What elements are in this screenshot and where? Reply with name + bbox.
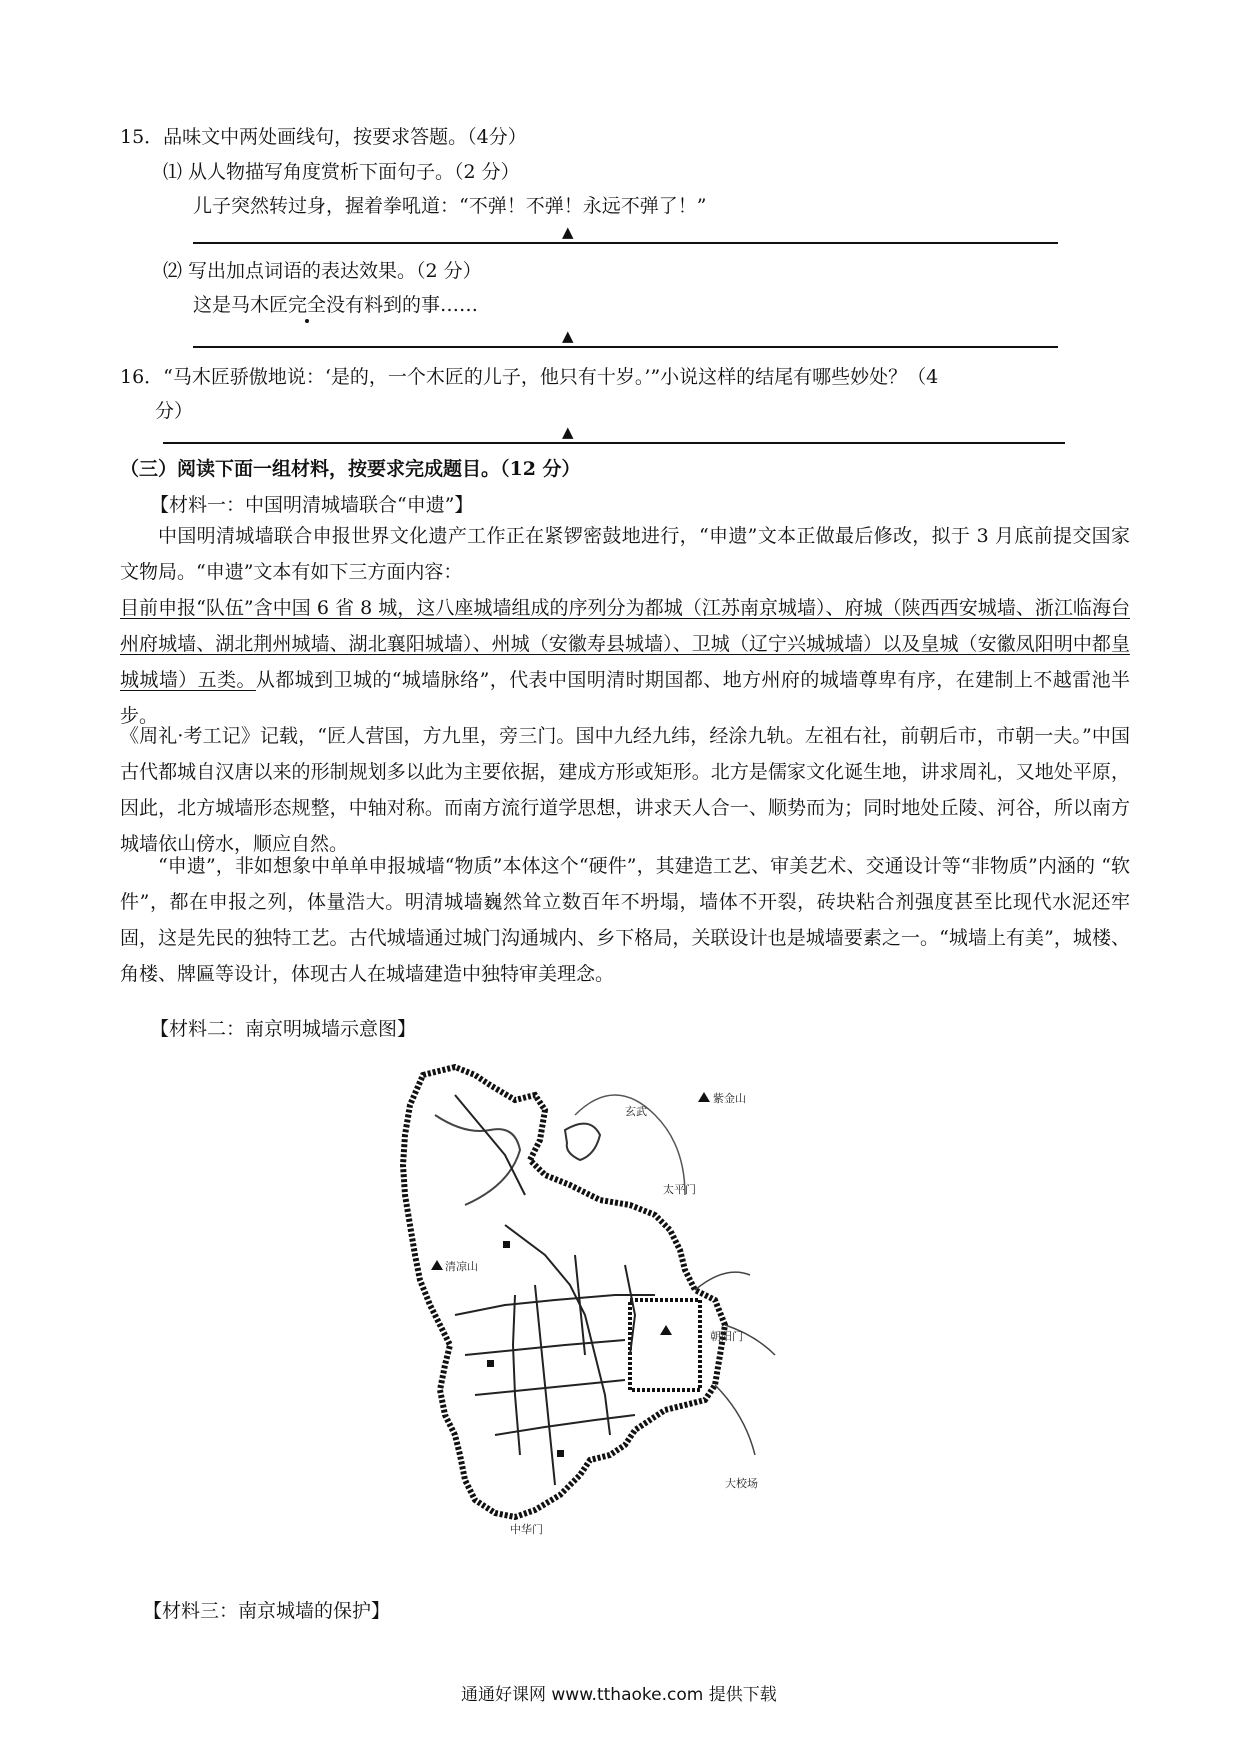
material2-title: 【材料二：南京明城墙示意图】 — [150, 1018, 417, 1040]
paragraph-rest: 从都城到卫城的“城墙脉络”，代表中国明清时期国都、地方州府的城墙尊卑有序，在建制上不越雷池半步。 — [120, 669, 1130, 727]
palace-wall — [630, 1300, 700, 1390]
footer: 通通好课网 www.tthaoke.com 提供下载 — [461, 1685, 777, 1705]
map-label: 朝阳门 — [710, 1330, 743, 1343]
map-caption: 南京明城墙示意图 — [405, 1567, 413, 1568]
material3-title: 【材料三：南京城墙的保护】 — [143, 1600, 391, 1622]
map-label: 紫金山 — [713, 1092, 746, 1105]
river — [695, 1272, 775, 1455]
map-label: 玄武 — [625, 1105, 647, 1118]
q15-sub2-quote — [193, 290, 478, 317]
map-label: 太平门 — [663, 1183, 696, 1196]
map-labels — [445, 1091, 758, 1536]
q15-stem: 15．品味文中两处画线句，按要求答题。（4分） — [120, 126, 527, 148]
dotted-word: 完全 — [288, 294, 327, 316]
q15-sub2-prompt: ⑵ 写出加点词语的表达效果。（2 分） — [163, 260, 482, 282]
map-markers — [431, 1092, 710, 1457]
answer-line — [193, 242, 1058, 244]
underlined-sentence: 目前申报“队伍”含中国 6 省 8 城，这八座城墙组成的序列分为都城（江苏南京城墙）、府城（陕西西安城墙、浙江临海台州府城墙、湖北荆州城墙、湖北襄阳城墙）、州城（安徽寿县城墙）、卫城（辽宁兴城城墙）以及皇城（安徽凤阳明中都皇城城墙）五类。 — [120, 597, 1130, 691]
map-label: 清凉山 — [445, 1260, 478, 1273]
map-label: 中华门 — [510, 1523, 543, 1536]
city-wall-outline — [403, 1067, 725, 1517]
q16-line1: 16．“马木匠骄傲地说：‘是的，一个木匠的儿子，他只有十岁。’”小说这样的结尾有哪些妙处？（4 — [120, 366, 939, 388]
lake — [565, 1124, 600, 1160]
answer-marker-icon: ▲ — [562, 223, 574, 241]
q15-sub1-prompt: ⑴ 从人物描写角度赏析下面句子。（2 分） — [163, 161, 520, 183]
material1-p4: “申遗”，非如想象中单单申报城墙“物质”本体这个“硬件”，其建造工艺、审美艺术、交通设计等“非物质”内涵的 “软件”，都在申报之列，体量浩大。明清城墙巍然耸立数百年不坍塌，墙体不开裂，砖块粘合剂强度甚至比现代水泥还牢固，这是先民的独特工艺。古代城墙通过城门沟通城内、乡下格局，关联设计也是城墙要素之一。“城墙上有美”，城楼、角楼、牌匾等设计，体现古人在城墙建造中独特审美理念。 — [120, 855, 1130, 985]
answer-marker-icon: ▲ — [562, 327, 574, 345]
q16-line2: 分） — [155, 400, 194, 422]
material1-p1: 中国明清城墙联合申报世界文化遗产工作正在紧锣密鼓地进行，“申遗”文本正做最后修改，拟于 3 月底前提交国家文物局。“申遗”文本有如下三方面内容： — [120, 525, 1130, 583]
streets — [455, 1095, 655, 1485]
answer-line — [193, 346, 1058, 348]
material1-p3: 《周礼·考工记》记载，“匠人营国，方九里，旁三门。国中九经九纬，经涂九轨。左祖右社，前朝后市，市朝一夫。”中国古代都城自汉唐以来的形制规划多以此为主要依据，建成方形或矩形。北方是儒家文化诞生地，讲求周礼，又地处平原，因此，北方城墙形态规整，中轴对称。而南方流行道学思想，讲求天人合一、顺势而为；同时地处丘陵、河谷，所以南方城墙依山傍水，顺应自然。 — [120, 725, 1130, 855]
q15-sub1-quote: 儿子突然转过身，握着拳吼道：“不弹！不弹！永远不弹了！” — [193, 195, 707, 217]
answer-marker-icon: ▲ — [562, 423, 574, 441]
map-label: 大校场 — [725, 1477, 758, 1490]
nanjing-wall-map — [395, 1055, 845, 1575]
material1-title: 【材料一：中国明清城墙联合“申遗”】 — [150, 494, 474, 516]
map-figure — [395, 1055, 845, 1575]
quote-text: 没有料到的事…… — [326, 294, 479, 316]
quote-text: 这是马木匠 — [193, 294, 289, 316]
section3-title: （三）阅读下面一组材料，按要求完成题目。（12 分） — [120, 458, 581, 480]
material1-p2 — [120, 590, 1130, 734]
answer-line — [163, 442, 1065, 444]
